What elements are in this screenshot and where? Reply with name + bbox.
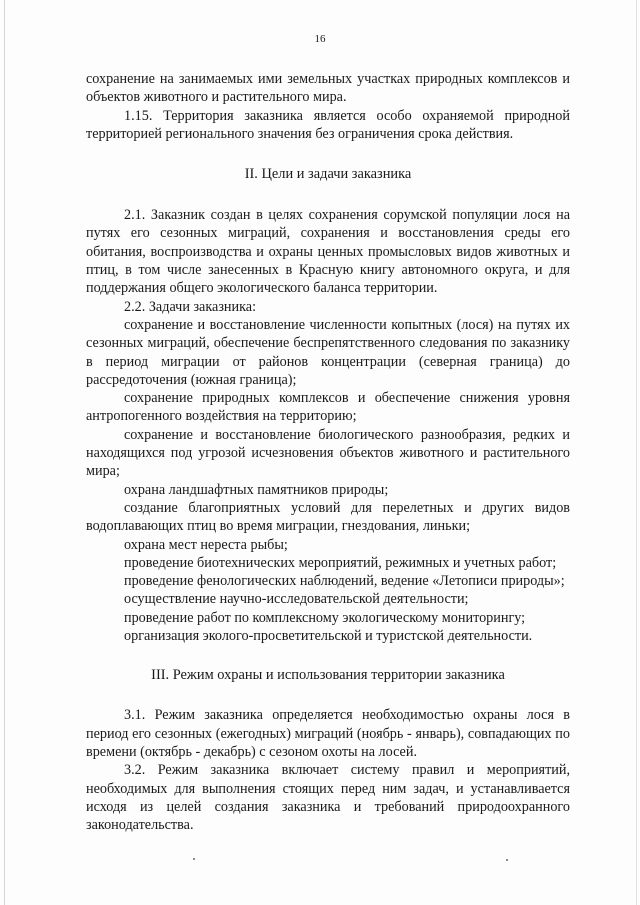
page-number: 16 [314,33,326,45]
paragraph-2-1: 2.1. Заказник создан в целях сохранения сорумской популяции лося на путях его сезонных миграций, сохранения и восстановления среды его обитания, воспроизводства и охраны ценных промысловых видов животных и птиц, в том числе занесенных в Красную книгу автономного округа, и для поддержания общего экологического баланса территории. [86,207,570,297]
scan-speck [193,858,195,860]
paragraph-1-15: 1.15. Территория заказника является особо охраняемой природной территорией регионального значения без ограничения срока действия. [86,107,570,142]
section-heading-2: II. Цели и задачи заказника [244,166,412,183]
task-item: проведение работ по комплексному экологическому мониторингу; [124,609,526,626]
scan-speck [506,859,508,861]
task-item: охрана мест нереста рыбы; [124,536,288,553]
task-item: сохранение и восстановление численности копытных (лося) на путях их сезонных миграций, обеспечение беспрепятственного следования по заказнику в период миграции от районов концентрации (северная граница) до рассредоточения (южная граница); [86,316,570,388]
task-item: сохранение природных комплексов и обеспечение снижения уровня антропогенного воздействия на территорию; [86,390,570,425]
scan-right-edge [636,0,637,905]
paragraph-3-1: 3.1. Режим заказника определяется необходимостью охраны лося в период его сезонных (ежегодных) миграций (ноябрь - январь), совпадающих по времени (октябрь - декабрь) с сезоном охоты на лосей. [86,707,570,760]
task-item: проведение фенологических наблюдений, ведение «Летописи природы»; [124,573,565,590]
paragraph-continuation: сохранение на занимаемых ими земельных участках природных комплексов и объектов животного и растительного мира. [86,71,570,106]
task-item: создание благоприятных условий для перелетных и других видов водоплавающих птиц во время миграции, гнездования, линьки; [86,499,570,535]
task-item: охрана ландшафтных памятников природы; [124,481,389,498]
paragraph-2-2: 2.2. Задачи заказника: [124,298,257,315]
task-item: сохранение и восстановление биологического разнообразия, редких и находящихся под угрозой исчезновения объектов животного и растительного мира; [86,426,570,480]
scan-left-edge [4,0,5,905]
paragraph-3-2: 3.2. Режим заказника включает систему правил и мероприятий, необходимых для выполнения стоящих перед ним задач, и устанавливается исходя из целей создания заказника и требований природоохранного законодательства. [86,762,570,834]
document-body [86,70,570,834]
task-item: организация эколого-просветительской и туристской деятельности. [124,628,533,645]
section-heading-3: III. Режим охраны и использования территории заказника [151,667,505,684]
task-item: осуществление научно-исследовательской деятельности; [124,591,469,608]
task-item: проведение биотехнических мероприятий, режимных и учетных работ; [124,554,557,571]
